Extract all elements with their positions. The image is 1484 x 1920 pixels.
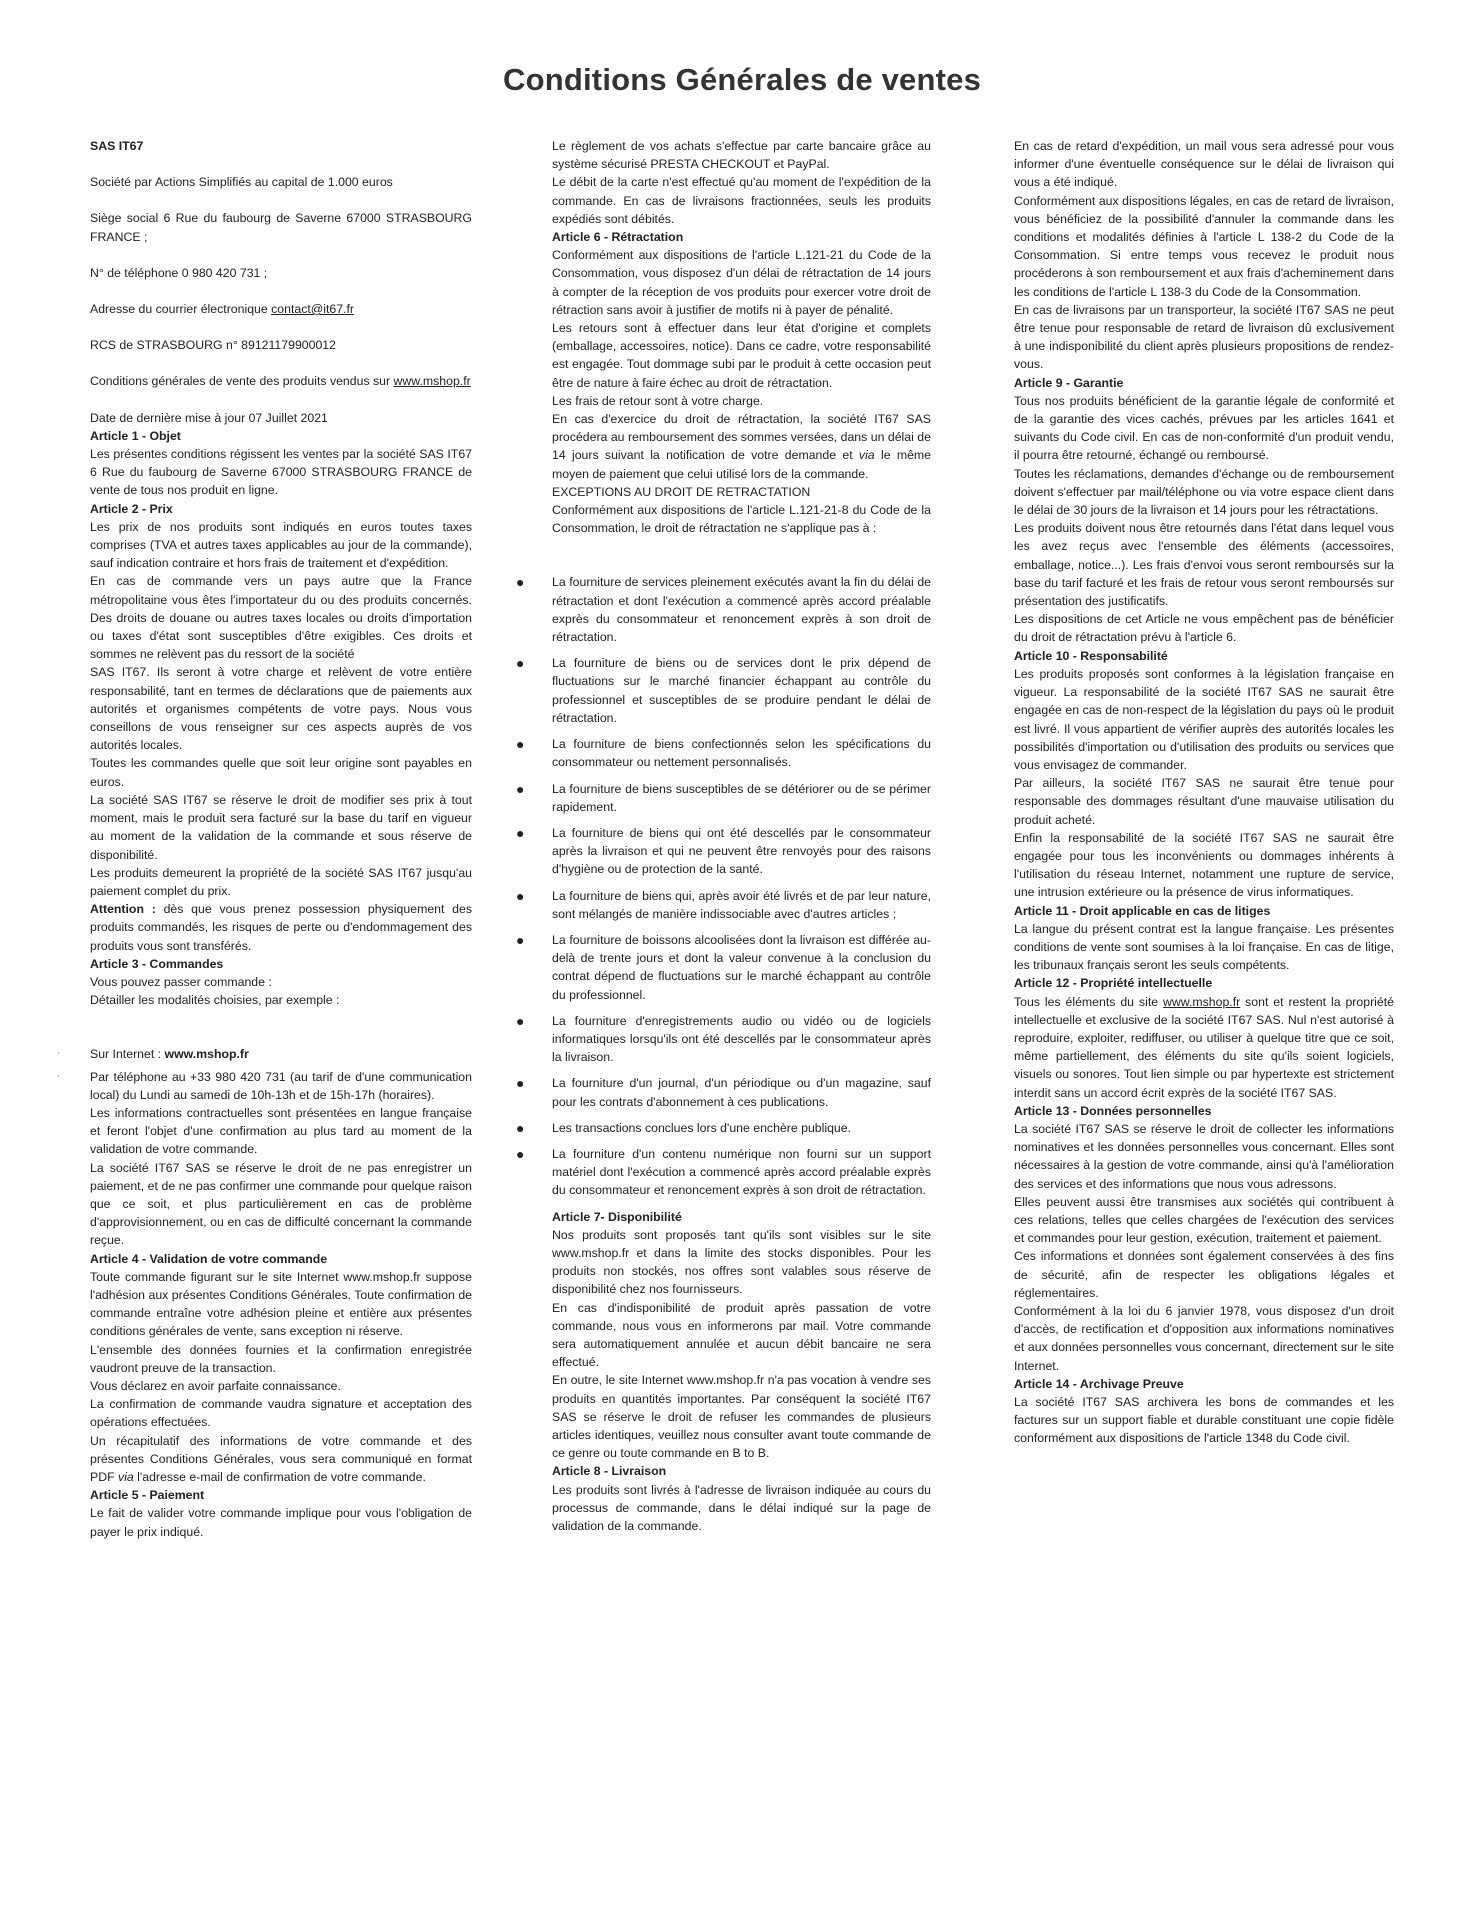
email-link[interactable]: contact@it67.fr (271, 302, 355, 317)
article6-p4 (552, 410, 931, 483)
article6-p5: EXCEPTIONS AU DROIT DE RETRACTATION (552, 484, 811, 499)
list-item-text: La fourniture de biens confectionnés selon les spécifications du consommateur ou nettement personnalisés. (552, 737, 931, 770)
bullet-icon: ● (516, 1119, 525, 1136)
internet-label: Sur Internet : (90, 1047, 165, 1062)
cgv-label: Conditions générales de vente des produits vendus sur (90, 374, 394, 389)
article4-p2: L'ensemble des données fournies et la confirmation enregistrée vaudront preuve de la transaction. (90, 1342, 472, 1375)
article13-p1: La société IT67 SAS se réserve le droit de collecter les informations nominatives et les données personnelles vous concernant. Elles sont nécessaires à la gestion de votre commande, ainsi qu'à l'amélioration des services et des informations que nous vous adressons. (1014, 1121, 1394, 1191)
company-rcs: RCS de STRASBOURG n° 89121179900012 (90, 338, 336, 353)
article8-p4: En cas de livraisons par un transporteur, la société IT67 SAS ne peut être tenue pour responsable de retard de livraison dû exclusivement à une indisponibilité du client après plusieurs propositions de rendez-vous. (1014, 302, 1394, 372)
company-email (90, 300, 472, 318)
article3-p1: Vous pouvez passer commande : (90, 974, 272, 989)
list-item (516, 573, 931, 646)
article2-p3: SAS IT67. Ils seront à votre charge et relèvent de votre entière responsabilité, tant en termes de déclarations que de paiements aux autorités et organismes compétents de votre pays. Nous vous conseillons de vous renseigner sur ces aspects auprès de vos autorités locales. (90, 665, 472, 753)
article7-p3: En outre, le site Internet www.mshop.fr n'a pas vocation à vendre ses produits en quantités importantes. Par conséquent la société IT67 SAS se réserve le droit de refuser les commandes de plusieurs articles identiques, veuillez nous consulter avant toute commande de ce genre ou toute commande en B to B. (552, 1373, 931, 1461)
article3-p2: Détailler les modalités choisies, par exemple : (90, 993, 340, 1008)
list-item-text: La fourniture d'un contenu numérique non fourni sur un support matériel dont l'exécution a commencé après accord préalable exprès du consommateur et renoncement exprès à son droit de rétractation. (552, 1146, 931, 1198)
article10-heading: Article 10 - Responsabilité (1014, 648, 1168, 663)
company-cgv (90, 372, 472, 390)
article11-heading: Article 11 - Droit applicable en cas de litiges (1014, 903, 1271, 918)
bullet-icon: ● (516, 780, 525, 797)
article1-heading: Article 1 - Objet (90, 428, 181, 443)
cgv-site-link[interactable]: www.mshop.fr (393, 374, 471, 389)
last-update: Date de dernière mise à jour 07 Juillet 2021 (90, 410, 328, 425)
list-item (516, 1145, 931, 1200)
list-item (516, 887, 931, 923)
article2-p5: La société SAS IT67 se réserve le droit de modifier ses prix à tout moment, mais le produit sera facturé sur la base du tarif en vigueur au moment de la validation de la commande et sous réserve de disponibilité. (90, 792, 472, 862)
list-item (516, 735, 931, 771)
article4-p4: La confirmation de commande vaudra signature et acceptation des opérations effectuées. (90, 1397, 472, 1430)
article3-p4: La société IT67 SAS se réserve le droit de ne pas enregistrer un paiement, et de ne pas confirmer une commande pour quelque raison que ce soit, et plus particulièrement en cas de problème d'approvisionnement, ou en cas de difficulté concernant la commande reçue. (90, 1160, 472, 1248)
bullet-icon: ● (516, 1075, 525, 1092)
article7-p2: En cas d'indisponibilité de produit après passation de votre commande, nous vous en informerons par mail. Votre commande sera automatiquement annulée et aucun débit bancaire ne sera effectué. (552, 1300, 931, 1370)
article2-attention (90, 900, 472, 955)
list-item-text: La fourniture d'un journal, d'un périodique ou d'un magazine, sauf pour les contrats d'abonnement à ces publications. (552, 1076, 931, 1109)
article14-p1: La société IT67 SAS archivera les bons de commandes et les factures sur un support fiable et durable constituant une copie fidèle conformément aux dispositions de l'article 1348 du Code civil. (1014, 1395, 1394, 1446)
list-item (516, 824, 931, 879)
article6-p1: Conformément aux dispositions de l'article L.121-21 du Code de la Consommation, vous disposez d'un délai de rétractation de 14 jours à compter de la réception de vos produits pour exercer votre droit de rétraction sans avoir à justifier de motifs ni à payer de pénalité. (552, 248, 931, 317)
list-item-text: La fourniture de boissons alcoolisées dont la livraison est différée au-delà de trente jours et dont la valeur convenue à la conclusion du contrat dépend de fluctuations sur le marché échappant au contrôle du professionnel. (552, 932, 931, 1002)
column-middle (516, 137, 931, 1535)
company-legal-form: Société par Actions Simplifiés au capital de 1.000 euros (90, 175, 393, 190)
company-address: Siège social 6 Rue du faubourg de Saverne 67000 STRASBOURG FRANCE ; (90, 211, 472, 244)
exceptions-list (516, 573, 931, 1199)
article13-p2: Elles peuvent aussi être transmises aux sociétés qui contribuent à ces relations, telles que celles chargées de l'exécution des services et commandes pour leur gestion, exécution, traitement et paiement. (1014, 1194, 1394, 1246)
bullet-icon: ● (516, 887, 525, 904)
article6-p6: Conformément aux dispositions de l'article L.121-21-8 du Code de la Consommation, le droit de rétractation ne s'applique pas à : (552, 503, 931, 536)
article4-via: via (118, 1470, 134, 1484)
article12-p1b: sont et restent la propriété intellectuelle et exclusive de la société IT67 SAS. Nul n'est autorisé à reproduire, exploiter, rediffuser, ou utiliser à quelque titre que ce soit, même partiellement, des éléments du site qu'ils soient logiciels, visuels ou sonores. Tout lien simple ou par hypertexte est strictement interdit sans un accord écrit exprès de la société IT67 SAS. (1014, 994, 1394, 1100)
article9-p4: Les dispositions de cet Article ne vous empêchent pas de bénéficier du droit de rétractation prévu à l'article 6. (1014, 612, 1394, 645)
list-item-text: La fourniture de services pleinement exécutés avant la fin du délai de rétractation et dont l'exécution a commencé après accord préalable exprès du consommateur et renoncement exprès à son droit de rétractation. (552, 575, 931, 645)
article8-p2: En cas de retard d'expédition, un mail vous sera adressé pour vous informer d'une éventuelle conséquence sur le délai de livraison qui vous a été indiqué. (1014, 139, 1394, 190)
list-item (516, 1012, 931, 1067)
column-right (1014, 137, 1394, 1448)
article2-heading: Article 2 - Prix (90, 501, 173, 516)
article9-p1: Tous nos produits bénéficient de la garantie légale de conformité et de la garantie des vices cachés, prévues par les articles 1641 et suivants du Code civil. En cas de non-conformité d'un produit vendu, il pourra être retourné, échangé ou remboursé. (1014, 393, 1394, 463)
list-item-text: La fourniture de biens susceptibles de se détériorer ou de se périmer rapidement. (552, 781, 931, 814)
bullet-icon: ● (516, 655, 525, 672)
bullet-icon: ● (516, 736, 525, 753)
article2-p6: Les produits demeurent la propriété de la société SAS IT67 jusqu'au paiement complet du prix. (90, 865, 472, 898)
bullet-icon: ● (516, 1012, 525, 1029)
article2-p1: Les prix de nos produits sont indiqués en euros toutes taxes comprises (TVA et autres taxes applicables au jour de la commande), sauf indication contraire et hors frais de traitement et d'expédition. (90, 519, 472, 571)
article10-p2: Par ailleurs, la société IT67 SAS ne saurait être tenue pour responsable des dommages résultant d'une mauvaise utilisation du produit acheté. (1014, 776, 1394, 827)
phone-text: Par téléphone au +33 980 420 731 (au tarif de d'une communication local) du Lundi au samedi de 10h-13h et de 15h-17h (horaires). (90, 1069, 472, 1102)
article13-p3: Ces informations et données sont également conservées à des fins de sécurité, afin de respecter les obligations légales et réglementaires. (1014, 1249, 1394, 1300)
article9-heading: Article 9 - Garantie (1014, 375, 1124, 390)
article3-internet (58, 1045, 472, 1063)
article4-p5a: Un récapitulatif des informations de votre commande et des présentes Conditions Générales, vous sera communiqué en format PDF (90, 1433, 472, 1484)
article8-p1: Les produits sont livrés à l'adresse de livraison indiquée au cours du processus de commande, dans le délai indiqué sur la page de validation de la commande. (552, 1482, 931, 1534)
bullet-icon: ● (516, 1145, 525, 1162)
article3-p3: Les informations contractuelles sont présentées en langue française et feront l'objet d'une confirmation au plus tard au moment de la validation de votre commande. (90, 1105, 472, 1157)
list-item (516, 654, 931, 727)
attention-text: dès que vous prenez possession physiquement des produits commandés, les risques de perte ou d'endommagement des produits vous sont transférés. (90, 902, 473, 953)
page-title: Conditions Générales de ventes (502, 62, 982, 97)
article2-p4: Toutes les commandes quelle que soit leur origine sont payables en euros. (90, 756, 472, 789)
article4-p1: Toute commande figurant sur le site Internet www.mshop.fr suppose l'adhésion aux présentes Conditions Générales. Toute confirmation de commande entraîne votre adhésion pleine et entière aux présentes conditions générales de vente, sans exception ni réserve. (90, 1269, 472, 1339)
bullet-icon: ● (516, 931, 525, 948)
article4-p5b: l'adresse e-mail de confirmation de votre commande. (133, 1470, 426, 1484)
article2-p2: En cas de commande vers un pays autre que la France métropolitaine vous êtes l'importateur du ou des produits concernés. Des droits de douane ou autres taxes locales ou droits d'importation ou taxes d'état sont susceptibles d'être exigibles. Ces droits et sommes ne relèvent pas du ressort de la société (90, 574, 472, 662)
article8-heading: Article 8 - Livraison (552, 1464, 667, 1479)
list-item-text: La fourniture de biens qui ont été descellés par le consommateur après la livraison et qui ne peuvent être renvoyés pour des raisons d'hygiène ou de protection de la santé. (552, 825, 931, 877)
list-item (516, 931, 931, 1004)
article7-p1: Nos produits sont proposés tant qu'ils sont visibles sur le site www.mshop.fr et dans la limite des stocks disponibles. Pour les produits non stockés, nos offres sont valables sous réserve de disponibilité chez nos fournisseurs. (552, 1227, 931, 1297)
bullet-tick-icon: ' (58, 1073, 60, 1083)
article9-p2: Toutes les réclamations, demandes d'échange ou de remboursement doivent s'effectuer par mail/téléphone ou via votre espace client dans le délai de 30 jours de la livraison et 14 jours pour les rétractations. (1014, 466, 1394, 518)
article5-p3: Le débit de la carte n'est effectué qu'au moment de l'expédition de la commande. En cas de livraisons fractionnées, seuls les produits expédiés sont débités. (552, 175, 931, 226)
attention-label: Attention : (90, 902, 156, 917)
article12-site-link[interactable]: www.mshop.fr (1163, 994, 1241, 1009)
article12-heading: Article 12 - Propriété intellectuelle (1014, 976, 1213, 991)
internet-site: www.mshop.fr (164, 1047, 249, 1062)
article10-p3: Enfin la responsabilité de la société IT67 SAS ne saurait être engagée pour tous les inconvénients ou dommages inhérents à l'utilisation du réseau Internet, notamment une rupture de service, une intrusion extérieure ou la présence de virus informatiques. (1014, 830, 1394, 900)
article12-p1 (1014, 993, 1394, 1102)
article6-via: via (858, 448, 875, 463)
article4-p3: Vous déclarez en avoir parfaite connaissance. (90, 1378, 341, 1393)
article7-heading: Article 7- Disponibilité (552, 1209, 682, 1224)
article11-p1: La langue du présent contrat est la langue française. Les présentes conditions de vente sont soumises à la loi française. En cas de litige, les tribunaux français seront les seuls compétents. (1014, 921, 1394, 973)
article6-heading: Article 6 - Rétractation (552, 230, 684, 245)
list-item-text: Les transactions conclues lors d'une enchère publique. (552, 1120, 852, 1135)
article4-heading: Article 4 - Validation de votre commande (90, 1251, 328, 1266)
email-label: Adresse du courrier électronique (90, 302, 272, 317)
article8-p3: Conformément aux dispositions légales, en cas de retard de livraison, vous bénéficiez de la possibilité d'annuler la commande dans les conditions et modalités définies à l'article L 138-2 du Code de la Consommation. Si entre temps vous recevez le produit nous procéderons à son remboursement et aux frais d'acheminement dans les conditions de l'article L 138-3 du Code de la Consommation. (1014, 193, 1394, 299)
list-item (516, 1119, 931, 1137)
article6-p2: Les retours sont à effectuer dans leur état d'origine et complets (emballage, accessoires, notice). Dans ce cadre, votre responsabilité est engagée. Tout dommage subi par le produit à cette occasion peut être de nature à faire échec au droit de rétractation. (552, 321, 931, 390)
article5-p2: Le règlement de vos achats s'effectue par carte bancaire grâce au système sécurisé PRESTA CHECKOUT et PayPal. (552, 139, 931, 172)
article6-p4a: En cas d'exercice du droit de rétractation, la société IT67 SAS procédera au remboursement des sommes versées, dans un délai de 14 jours suivant la notification de votre demande et (552, 412, 931, 463)
list-item-text: La fourniture d'enregistrements audio ou vidéo ou de logiciels informatiques lorsqu'ils ont été descellés par le consommateur après la livraison. (552, 1013, 931, 1065)
company-name: SAS IT67 (90, 139, 144, 153)
article4-p5 (90, 1432, 472, 1487)
article13-p4: Conformément à la loi du 6 janvier 1978, vous disposez d'un droit d'accès, de rectification et d'opposition aux informations nominatives et aux données personnelles vous concernant, directement sur le site Internet. (1014, 1304, 1394, 1373)
article3-phone (58, 1068, 472, 1104)
bullet-tick-icon: ' (58, 1051, 60, 1061)
article5-p1: Le fait de valider votre commande implique pour vous l'obligation de payer le prix indiqué. (90, 1506, 472, 1539)
article13-heading: Article 13 - Données personnelles (1014, 1103, 1212, 1118)
article6-p3: Les frais de retour sont à votre charge. (552, 393, 764, 408)
list-item-text: La fourniture de biens qui, après avoir été livrés et de par leur nature, sont mélangés de manière indissociable avec d'autres articles ; (552, 888, 931, 921)
bullet-icon: ● (516, 574, 525, 591)
column-left (58, 137, 473, 1541)
article9-p3: Les produits doivent nous être retournés dans l'état dans lequel vous les avez reçus avec l'ensemble des éléments (accessoires, emballage, notice...). Les frais d'envoi vous seront remboursés sur la base du tarif facturé et les frais de retour vous seront remboursés sur présentation des justificatifs. (1014, 521, 1394, 609)
list-item-text: La fourniture de biens ou de services dont le prix dépend de fluctuations sur le marché financier échappant au contrôle du professionnel et susceptibles de se produire pendant le délai de rétractation. (552, 656, 931, 725)
list-item (516, 1074, 931, 1110)
article1-text: Les présentes conditions régissent les ventes par la société SAS IT67 6 Rue du faubourg de Saverne 67000 STRASBOURG FRANCE de vente de tous nos produit en ligne. (90, 447, 472, 498)
article3-heading: Article 3 - Commandes (90, 956, 224, 971)
company-phone: N° de téléphone 0 980 420 731 ; (90, 265, 268, 280)
bullet-icon: ● (516, 824, 525, 841)
article14-heading: Article 14 - Archivage Preuve (1014, 1376, 1184, 1391)
article5-heading: Article 5 - Paiement (90, 1488, 205, 1503)
article6-p4b: le même moyen de paiement que celui utilisé lors de la commande. (552, 448, 931, 481)
article12-p1a: Tous les éléments du site (1014, 994, 1163, 1009)
list-item (516, 780, 931, 816)
article10-p1: Les produits proposés sont conformes à la législation française en vigueur. La responsabilité de la société IT67 SAS ne saurait être engagée en cas de non-respect de la législation du pays où le produit est livré. Il vous appartient de vérifier auprès des autorités locales les possibilités d'importation ou d'utilisation des produits ou services que vous envisagez de commander. (1014, 666, 1394, 772)
